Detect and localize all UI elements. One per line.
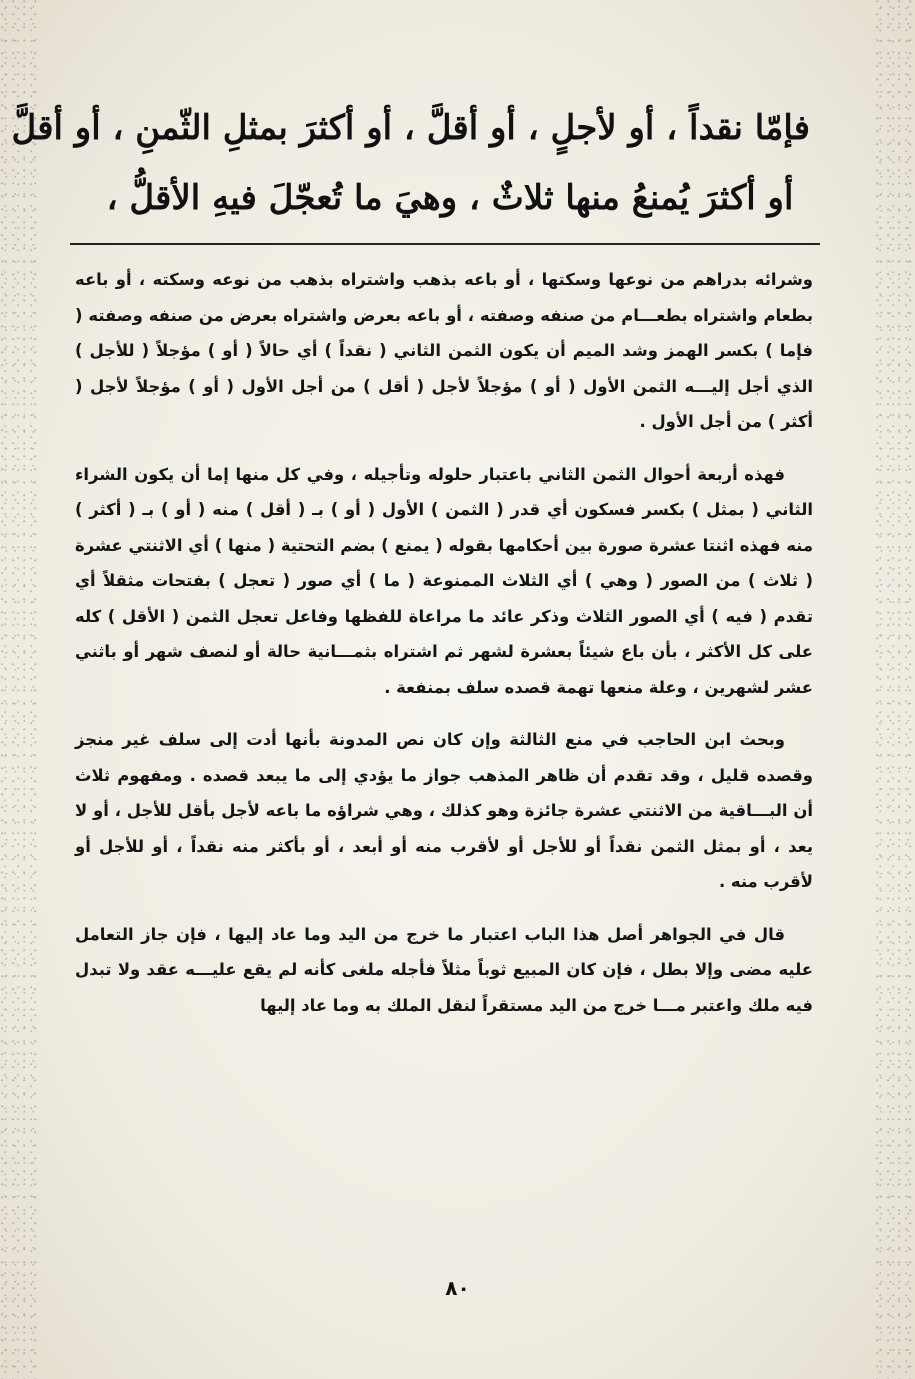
page-number: ٨٠ [445, 1276, 470, 1300]
commentary-paragraph-3: وبحث ابن الحاجب في منع الثالثة وإن كان نص المدونة بأنها أدت إلى سلف غير منجز وقصده قليل ، وقد تقدم أن ظاهر المذهب جواز ما يؤدي إلى ما يبعد قصده . ومفهوم ثلاث أن البـــاقية من الاثنتي عشرة جائزة وهو كذلك ، وهي شراؤه ما باعه لأجل بأقل للأجل ، أو لا يعد ، أو بمثل الثمن نقداً أو للأجل أو لأقرب منه أو أبعد ، أو بأكثر منه نقداً ، أو للأجل أو لأقرب منه . [75, 730, 813, 891]
commentary-body [75, 262, 813, 1023]
commentary-paragraph-1: وشرائه بدراهم من نوعها وسكتها ، أو باعه بذهب واشتراه بذهب من نوعه وسكته ، أو باعه بطعام واشتراه بطعـــام من صنفه وصفته ، أو باعه بعرض واشتراه بعرض من صنفه وصفته ( فإما ) بكسر الهمز وشد الميم أن يكون الثمن الثاني ( نقداً ) أي حالاً ( أو ) مؤجلاً ( للأجل ) الذي أجل إليـــه الثمن الأول ( أو ) مؤجلاً لأجل ( أقل ) من أجل الأول ( أو ) مؤجلاً لأجل ( أكثر ) من أجل الأول . [75, 270, 813, 431]
main-text-line-1: فإمّا نقداً ، أو لأجلٍ ، أو أقلَّ ، أو أكثرَ بمثلِ الثّمنِ ، أو أقلَّ [11, 108, 810, 148]
commentary-paragraph-4: قال في الجواهر أصل هذا الباب اعتبار ما خرج من اليد وما عاد إليها ، فإن جاز التعامل عليه مضى وإلا بطل ، فإن كان المبيع ثوباً مثلاً فأجله ملغى كأنه لم يقع عليـــه عقد ولا تبدل فيه ملك واعتبر مـــا خرج من اليد مستقراً لنقل الملك به وما عاد إليها [75, 924, 813, 1015]
scan-edge-noise-right [875, 0, 915, 1379]
commentary-paragraph-2: فهذه أربعة أحوال الثمن الثاني باعتبار حلوله وتأجيله ، وفي كل منها إما أن يكون الشراء الثاني ( بمثل ) بكسر فسكون أي قدر ( الثمن ) الأول ( أو ) بـ ( أقل ) منه ( أو ) بـ ( أكثر ) منه فهذه اثنتا عشرة صورة بين أحكامها بقوله ( يمنع ) بضم التحتية ( منها ) أي الاثنتي عشرة ( ثلاث ) من الصور ( وهي ) أي الثلاث الممنوعة ( ما ) أي صور ( تعجل ) بفتحات مثقلاً أي تقدم ( فيه ) أي الصور الثلاث وذكر عائد ما مراعاة للفظها وفاعل تعجل الثمن ( الأقل ) كله على كل الأكثر ، بأن باع شيئاً بعشرة لشهر ثم اشتراه بثمـــانية حالة أو لنصف شهر أو باثني عشر لشهرين ، وعلة منعها تهمة قصده سلف بمنفعة . [75, 464, 813, 697]
main-text-line-2: أو أكثرَ يُمنعُ منها ثلاثٌ ، وهيَ ما تُعجّلَ فيهِ الأقلُّ ، [106, 178, 794, 218]
scan-edge-noise-left [0, 0, 40, 1379]
separator-rule [70, 243, 820, 245]
